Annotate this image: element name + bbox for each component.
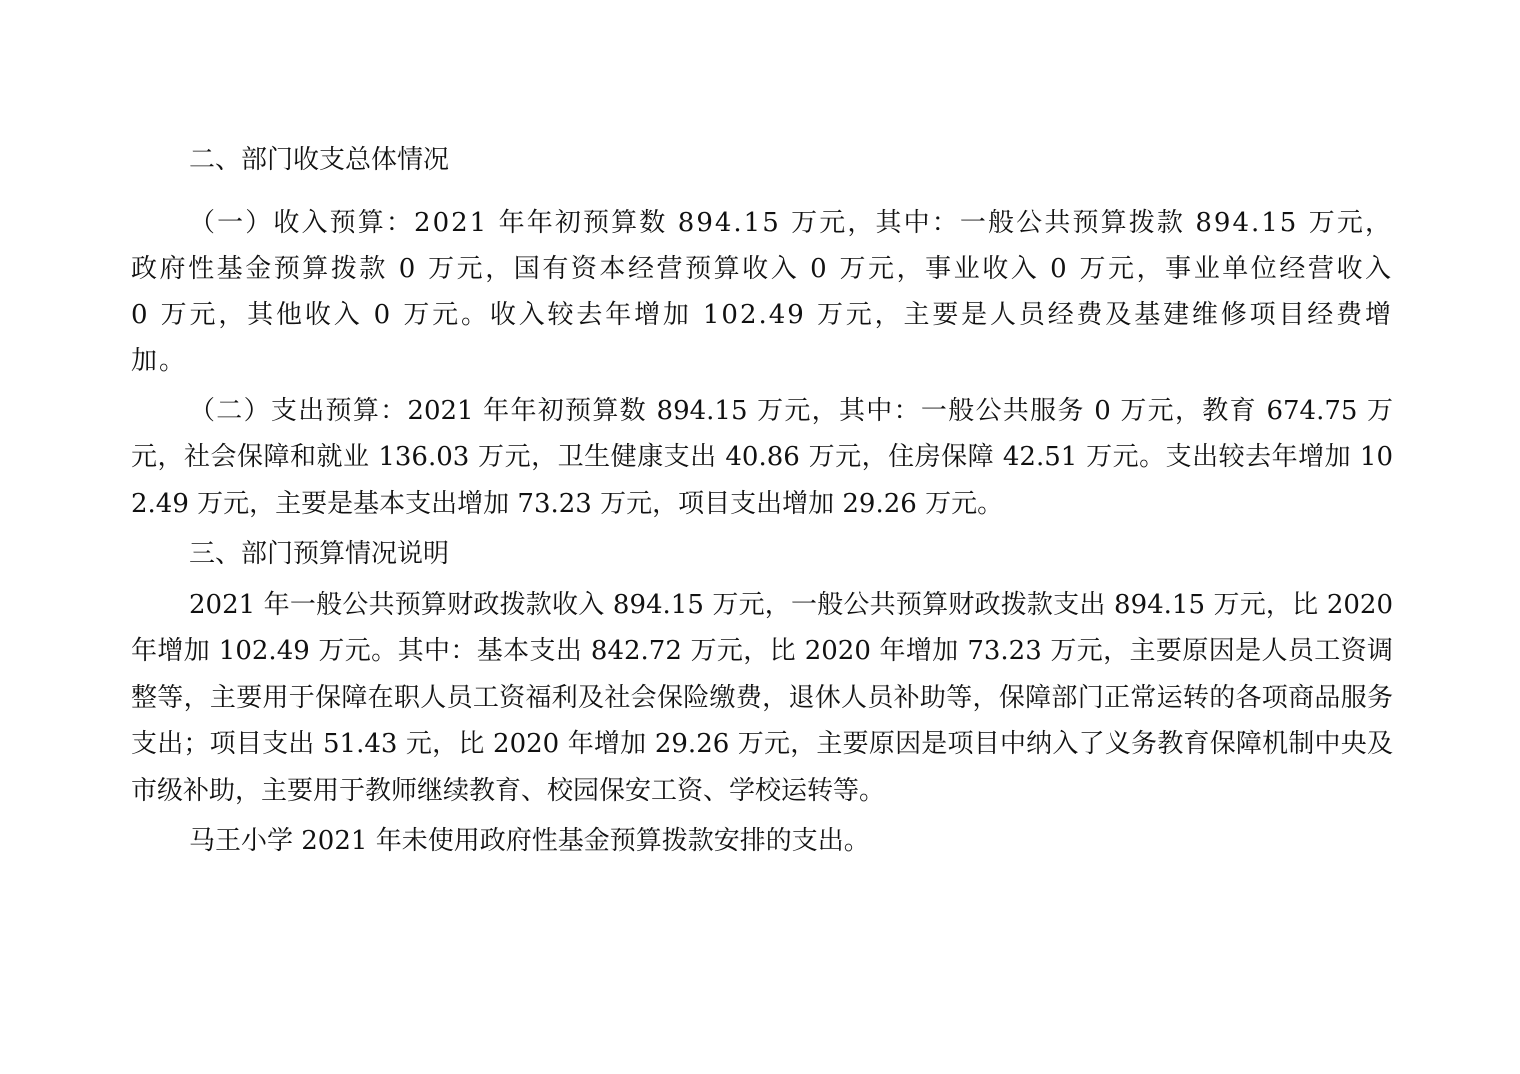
general-budget-paragraph: 2021 年一般公共预算财政拨款收入 894.15 万元，一般公共预算财政拨款支出 894.15 万元，比 2020 年增加 102.49 万元。其中：基本支出 842.72 万元，比 2020 年增加 73.23 万元，主要原因是人员工资调整等，主要用于保障在职人员工资福利及社会保险缴费，退休人员补助等，保障部门正常运转的各项商品服务支出；项目支出 51.43 元，比 2020 年增加 29.26 万元，主要原因是项目中纳入了义务教育保障机制中央及市级补助，主要用于教师继续教育、校园保安工资、学校运转等。 [131, 589, 1393, 806]
section-heading-overview: 二、部门收支总体情况 [189, 145, 450, 175]
section-heading-budget-notes: 三、部门预算情况说明 [189, 539, 450, 569]
expense-budget-paragraph: （二）支出预算：2021 年年初预算数 894.15 万元，其中：一般公共服务 0 万元，教育 674.75 万元，社会保障和就业 136.03 万元，卫生健康支出 40.86 万元，住房保障 42.51 万元。支出较去年增加 102.49 万元，主要是基本支出增加 73.23 万元，项目支出增加 29.26 万元。 [131, 395, 1393, 519]
government-fund-paragraph: 马王小学 2021 年未使用政府性基金预算拨款安排的支出。 [189, 826, 870, 856]
document-body [131, 137, 1393, 865]
income-budget-paragraph: （一）收入预算：2021 年年初预算数 894.15 万元，其中：一般公共预算拨款 894.15 万元，政府性基金预算拨款 0 万元，国有资本经营预算收入 0 万元，事业收入 0 万元，事业单位经营收入 0 万元，其他收入 0 万元。收入较去年增加 102.49 万元，主要是人员经费及基建维修项目经费增加。 [131, 207, 1393, 376]
